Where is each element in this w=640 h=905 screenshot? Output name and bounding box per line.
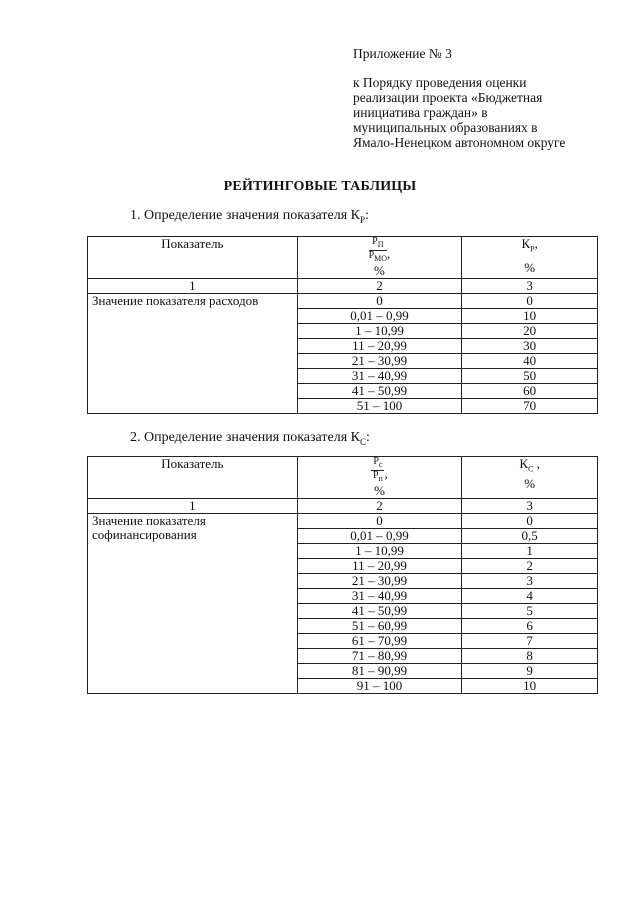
range-cell: 0,01 – 0,99 — [297, 309, 462, 324]
range-cell: 81 – 90,99 — [297, 664, 462, 679]
range-cell: 1 – 10,99 — [297, 324, 462, 339]
appendix-block — [353, 46, 623, 150]
section1-title: 1. Определение значения показателя $К_Р$: — [130, 208, 369, 225]
range-cell: 0 — [297, 514, 462, 529]
range-cell: 0 — [297, 294, 462, 309]
appendix-line: инициатива граждан» в — [353, 105, 488, 120]
score-cell: 1 — [462, 544, 598, 559]
header-ratio: $\frac{Р_П}{Р_{МО}}$ , % — [297, 237, 462, 279]
col-number: 1 — [88, 499, 298, 514]
range-cell: 51 – 100 — [297, 399, 462, 414]
appendix-number: Приложение № 3 — [353, 46, 452, 61]
score-cell: 10 — [462, 679, 598, 694]
section2-title: 2. Определение значения показателя $К_С$: — [130, 430, 370, 447]
column-number-row — [88, 279, 598, 294]
indicator-name: Значение показателя расходов — [88, 294, 298, 414]
col-number: 2 — [297, 279, 462, 294]
table-header-row — [88, 237, 598, 279]
col-number: 1 — [88, 279, 298, 294]
range-cell: 31 – 40,99 — [297, 369, 462, 384]
score-cell: 40 — [462, 354, 598, 369]
score-cell: 0 — [462, 514, 598, 529]
score-cell: 7 — [462, 634, 598, 649]
appendix-line: муниципальных образованиях в — [353, 120, 538, 135]
score-cell: 30 — [462, 339, 598, 354]
ratio-fraction: $\frac{Р_с}{Р_п}$ — [372, 456, 383, 483]
page-title: РЕЙТИНГОВЫЕ ТАБЛИЦЫ — [223, 179, 417, 194]
range-cell: 21 – 30,99 — [297, 354, 462, 369]
score-cell: 9 — [462, 664, 598, 679]
score-cell: 70 — [462, 399, 598, 414]
col-number: 3 — [462, 499, 598, 514]
col-number: 2 — [297, 499, 462, 514]
score-cell: 6 — [462, 619, 598, 634]
appendix-line: Ямало-Ненецком автономном округе — [353, 135, 566, 150]
rating-table-cofinancing — [87, 456, 598, 694]
score-cell: 60 — [462, 384, 598, 399]
table-row — [88, 514, 598, 529]
appendix-line: реализации проекта «Бюджетная — [353, 90, 543, 105]
range-cell: 51 – 60,99 — [297, 619, 462, 634]
range-cell: 11 – 20,99 — [297, 559, 462, 574]
range-cell: 31 – 40,99 — [297, 589, 462, 604]
score-cell: 5 — [462, 604, 598, 619]
score-cell: 2 — [462, 559, 598, 574]
score-cell: 20 — [462, 324, 598, 339]
table-header-row — [88, 457, 598, 499]
score-cell: 8 — [462, 649, 598, 664]
range-cell: 11 – 20,99 — [297, 339, 462, 354]
column-number-row — [88, 499, 598, 514]
score-cell: 4 — [462, 589, 598, 604]
score-cell: 0,5 — [462, 529, 598, 544]
header-score: $К_С$ , % — [462, 457, 598, 499]
ratio-fraction: $\frac{Р_П}{Р_{МО}}$ — [368, 236, 388, 263]
header-ratio: $\frac{Р_с}{Р_п}$ , % — [297, 457, 462, 499]
range-cell: 41 – 50,99 — [297, 604, 462, 619]
col-number: 3 — [462, 279, 598, 294]
range-cell: 61 – 70,99 — [297, 634, 462, 649]
range-cell: 21 – 30,99 — [297, 574, 462, 589]
header-indicator: Показатель — [88, 457, 298, 499]
range-cell: 71 – 80,99 — [297, 649, 462, 664]
range-cell: 91 – 100 — [297, 679, 462, 694]
score-cell: 10 — [462, 309, 598, 324]
range-cell: 1 – 10,99 — [297, 544, 462, 559]
appendix-line: к Порядку проведения оценки — [353, 75, 527, 90]
rating-table-expenses — [87, 236, 598, 414]
range-cell: 41 – 50,99 — [297, 384, 462, 399]
score-cell: 0 — [462, 294, 598, 309]
range-cell: 0,01 – 0,99 — [297, 529, 462, 544]
header-indicator: Показатель — [88, 237, 298, 279]
header-score: $К_Р$, % — [462, 237, 598, 279]
table-row — [88, 294, 598, 309]
score-cell: 50 — [462, 369, 598, 384]
indicator-name: Значение показателя софинансирования — [88, 514, 298, 694]
score-cell: 3 — [462, 574, 598, 589]
